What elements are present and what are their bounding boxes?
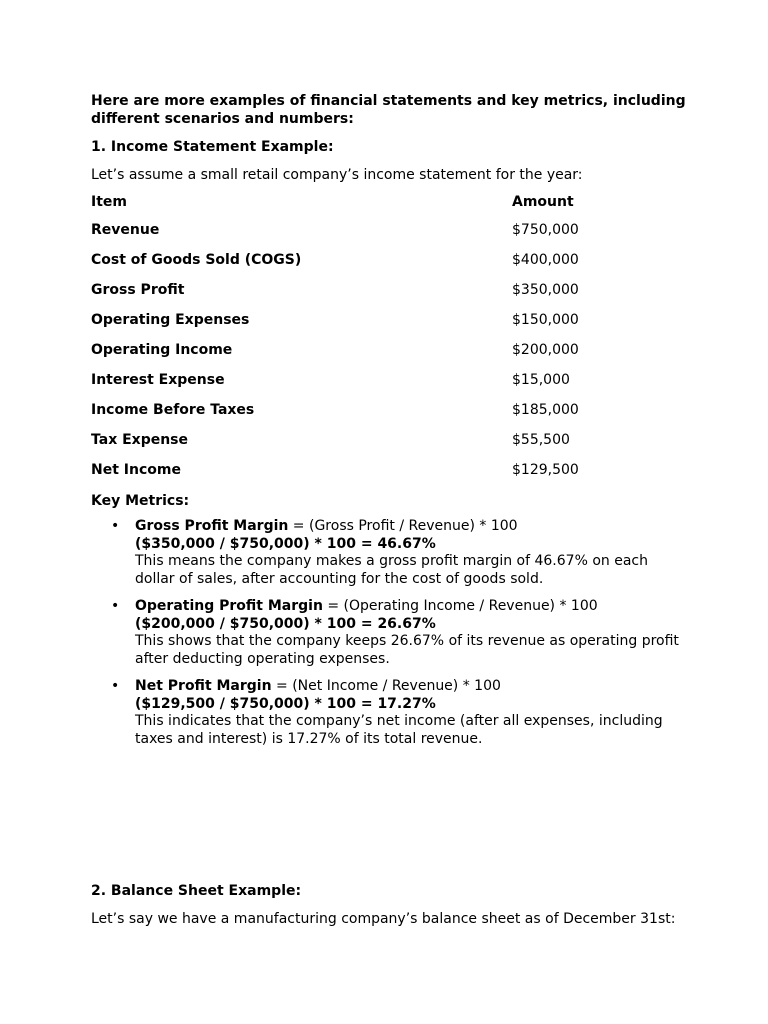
- row-amount: $15,000: [512, 372, 570, 388]
- row-item: Gross Profit: [91, 282, 185, 298]
- table-row: [91, 462, 591, 492]
- metric-description: This shows that the company keeps 26.67% of its revenue as operating profit after deducting operating expenses.: [135, 633, 679, 667]
- row-item: Operating Income: [91, 342, 233, 358]
- metric-name: Operating Profit Margin: [135, 598, 323, 614]
- section-income-statement: [91, 92, 691, 758]
- list-item: [91, 518, 691, 588]
- table-row: [91, 432, 591, 462]
- key-metrics-heading: Key Metrics:: [91, 493, 190, 509]
- row-item: Revenue: [91, 222, 160, 238]
- row-amount: $350,000: [512, 282, 579, 298]
- table-row: [91, 312, 591, 342]
- metric-calculation: ($350,000 / $750,000) * 100 = 46.67%: [135, 535, 436, 552]
- metric-description: This means the company makes a gross profit margin of 46.67% on each dollar of sales, after accounting for the cost of goods sold.: [135, 553, 648, 587]
- table-row: [91, 372, 591, 402]
- row-item: Interest Expense: [91, 372, 225, 388]
- income-statement-heading: 1. Income Statement Example:: [91, 139, 334, 155]
- bullet-icon: •: [111, 678, 120, 694]
- row-amount: $400,000: [512, 252, 579, 268]
- row-item: Operating Expenses: [91, 312, 250, 328]
- table-row: [91, 252, 591, 282]
- row-amount: $200,000: [512, 342, 579, 358]
- key-metrics-list: [91, 518, 691, 748]
- column-header-amount: Amount: [512, 194, 574, 210]
- section-balance-sheet: [91, 882, 711, 928]
- row-item: Cost of Goods Sold (COGS): [91, 252, 302, 268]
- row-amount: $150,000: [512, 312, 579, 328]
- row-amount: $129,500: [512, 462, 579, 478]
- metric-calculation: ($129,500 / $750,000) * 100 = 17.27%: [135, 695, 436, 712]
- metric-formula: = (Net Income / Revenue) * 100: [271, 678, 501, 694]
- table-row: [91, 402, 591, 432]
- list-item: [91, 678, 691, 748]
- metric-name: Net Profit Margin: [135, 678, 272, 694]
- metric-formula: = (Gross Profit / Revenue) * 100: [288, 518, 518, 534]
- metric-calculation: ($200,000 / $750,000) * 100 = 26.67%: [135, 615, 436, 632]
- row-amount: $185,000: [512, 402, 579, 418]
- row-item: Tax Expense: [91, 432, 189, 448]
- income-statement-table: [91, 194, 591, 492]
- table-row: [91, 282, 591, 312]
- balance-sheet-heading: 2. Balance Sheet Example:: [91, 883, 302, 899]
- metric-description: This indicates that the company’s net income (after all expenses, including taxes and interest) is 17.27% of its total revenue.: [135, 713, 663, 747]
- income-statement-lead: Let’s assume a small retail company’s income statement for the year:: [91, 167, 583, 183]
- metric-formula: = (Operating Income / Revenue) * 100: [322, 598, 598, 614]
- row-amount: $55,500: [512, 432, 570, 448]
- intro-text: Here are more examples of financial statements and key metrics, including different scenarios and numbers:: [91, 93, 686, 127]
- row-item: Income Before Taxes: [91, 402, 255, 418]
- column-header-item: Item: [91, 194, 127, 210]
- bullet-icon: •: [111, 598, 120, 614]
- list-item: [91, 598, 691, 668]
- table-row: [91, 222, 591, 252]
- balance-sheet-lead: Let’s say we have a manufacturing company’s balance sheet as of December 31st:: [91, 911, 676, 927]
- table-row: [91, 342, 591, 372]
- bullet-icon: •: [111, 518, 120, 534]
- metric-name: Gross Profit Margin: [135, 518, 289, 534]
- row-item: Net Income: [91, 462, 181, 478]
- table-header-row: [91, 194, 591, 222]
- row-amount: $750,000: [512, 222, 579, 238]
